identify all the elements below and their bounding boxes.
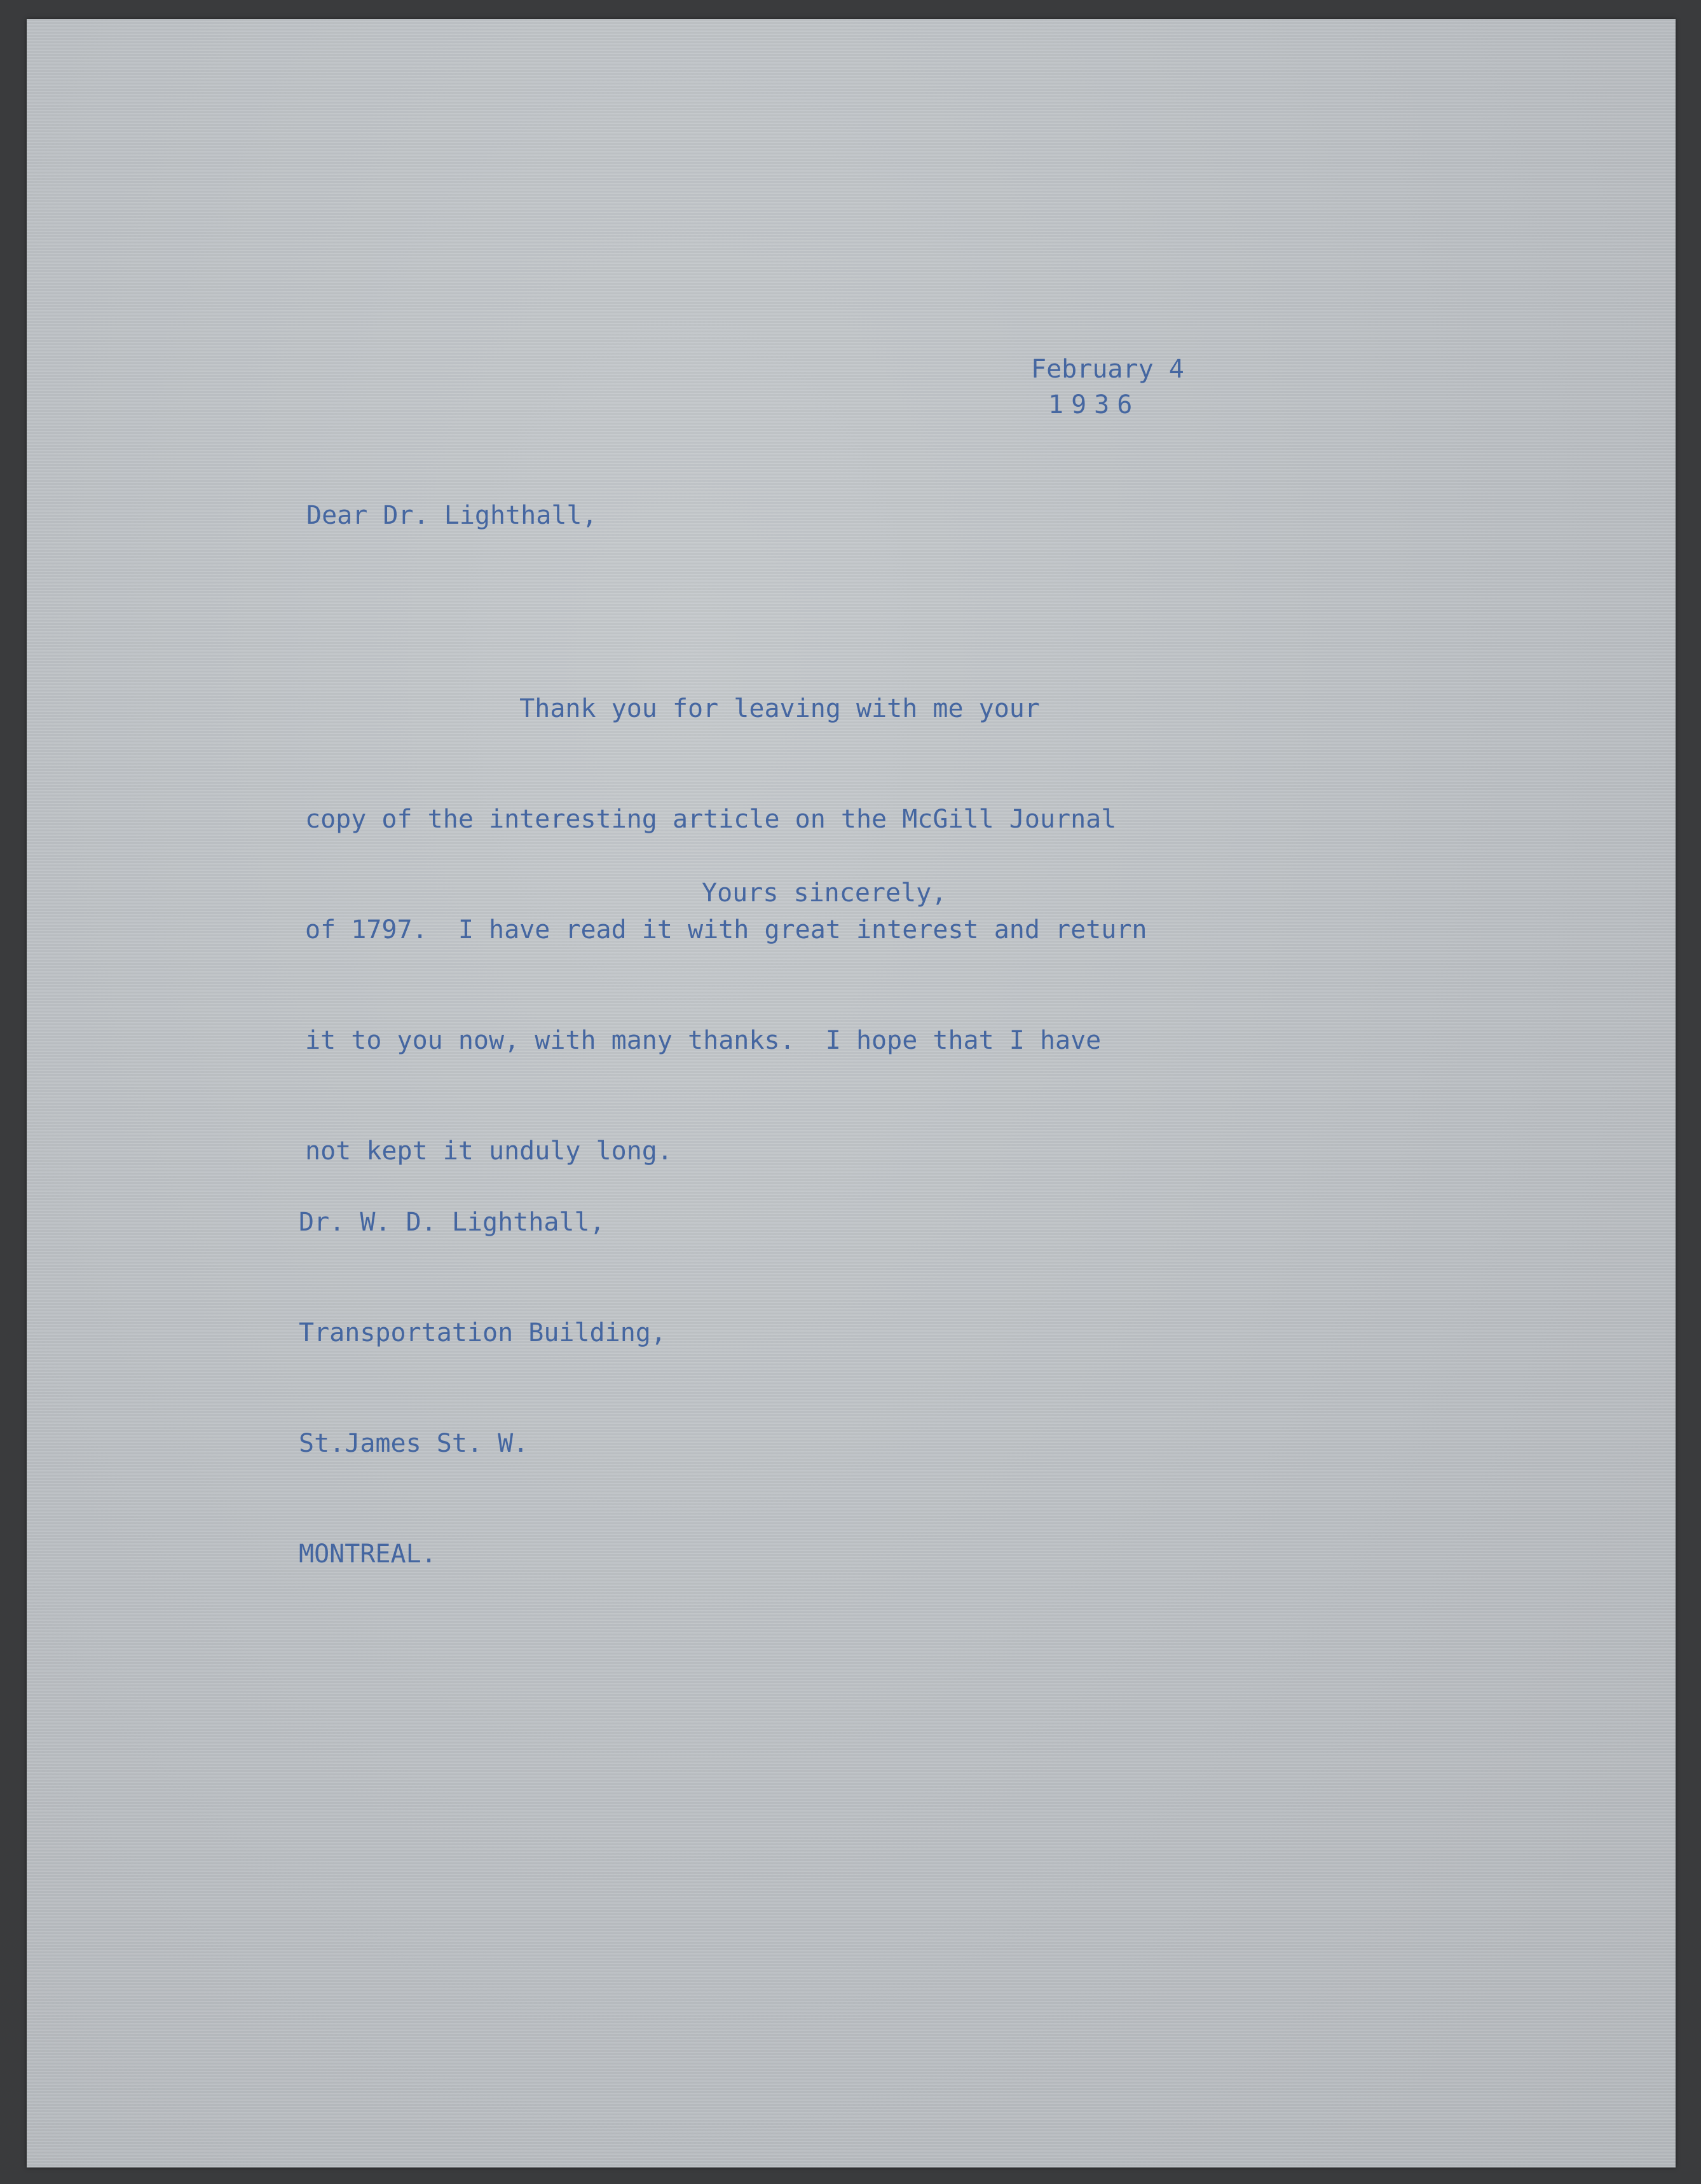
letter-body-line: copy of the interesting article on the McGill Journal: [305, 805, 1117, 834]
letter-body-line: it to you now, with many thanks. I hope that I have: [305, 1026, 1102, 1055]
letter-salutation: Dear Dr. Lighthall,: [306, 501, 598, 530]
letter-closing: Yours sincerely,: [702, 878, 947, 908]
letter-body-line: Thank you for leaving with me your: [305, 694, 1040, 723]
letter-page: [27, 19, 1676, 2167]
letter-date-year: 1936: [1048, 390, 1140, 420]
letter-body-line: of 1797. I have read it with great interest and return: [305, 915, 1147, 945]
recipient-address: [299, 1130, 666, 1646]
address-line: MONTREAL.: [299, 1539, 437, 1569]
address-line: Transportation Building,: [299, 1318, 666, 1348]
address-line: St.James St. W.: [299, 1429, 529, 1458]
address-line: Dr. W. D. Lighthall,: [299, 1208, 605, 1237]
letter-date-month: February 4: [1031, 355, 1184, 384]
letter-body-line: not kept it unduly long.: [305, 1136, 673, 1166]
